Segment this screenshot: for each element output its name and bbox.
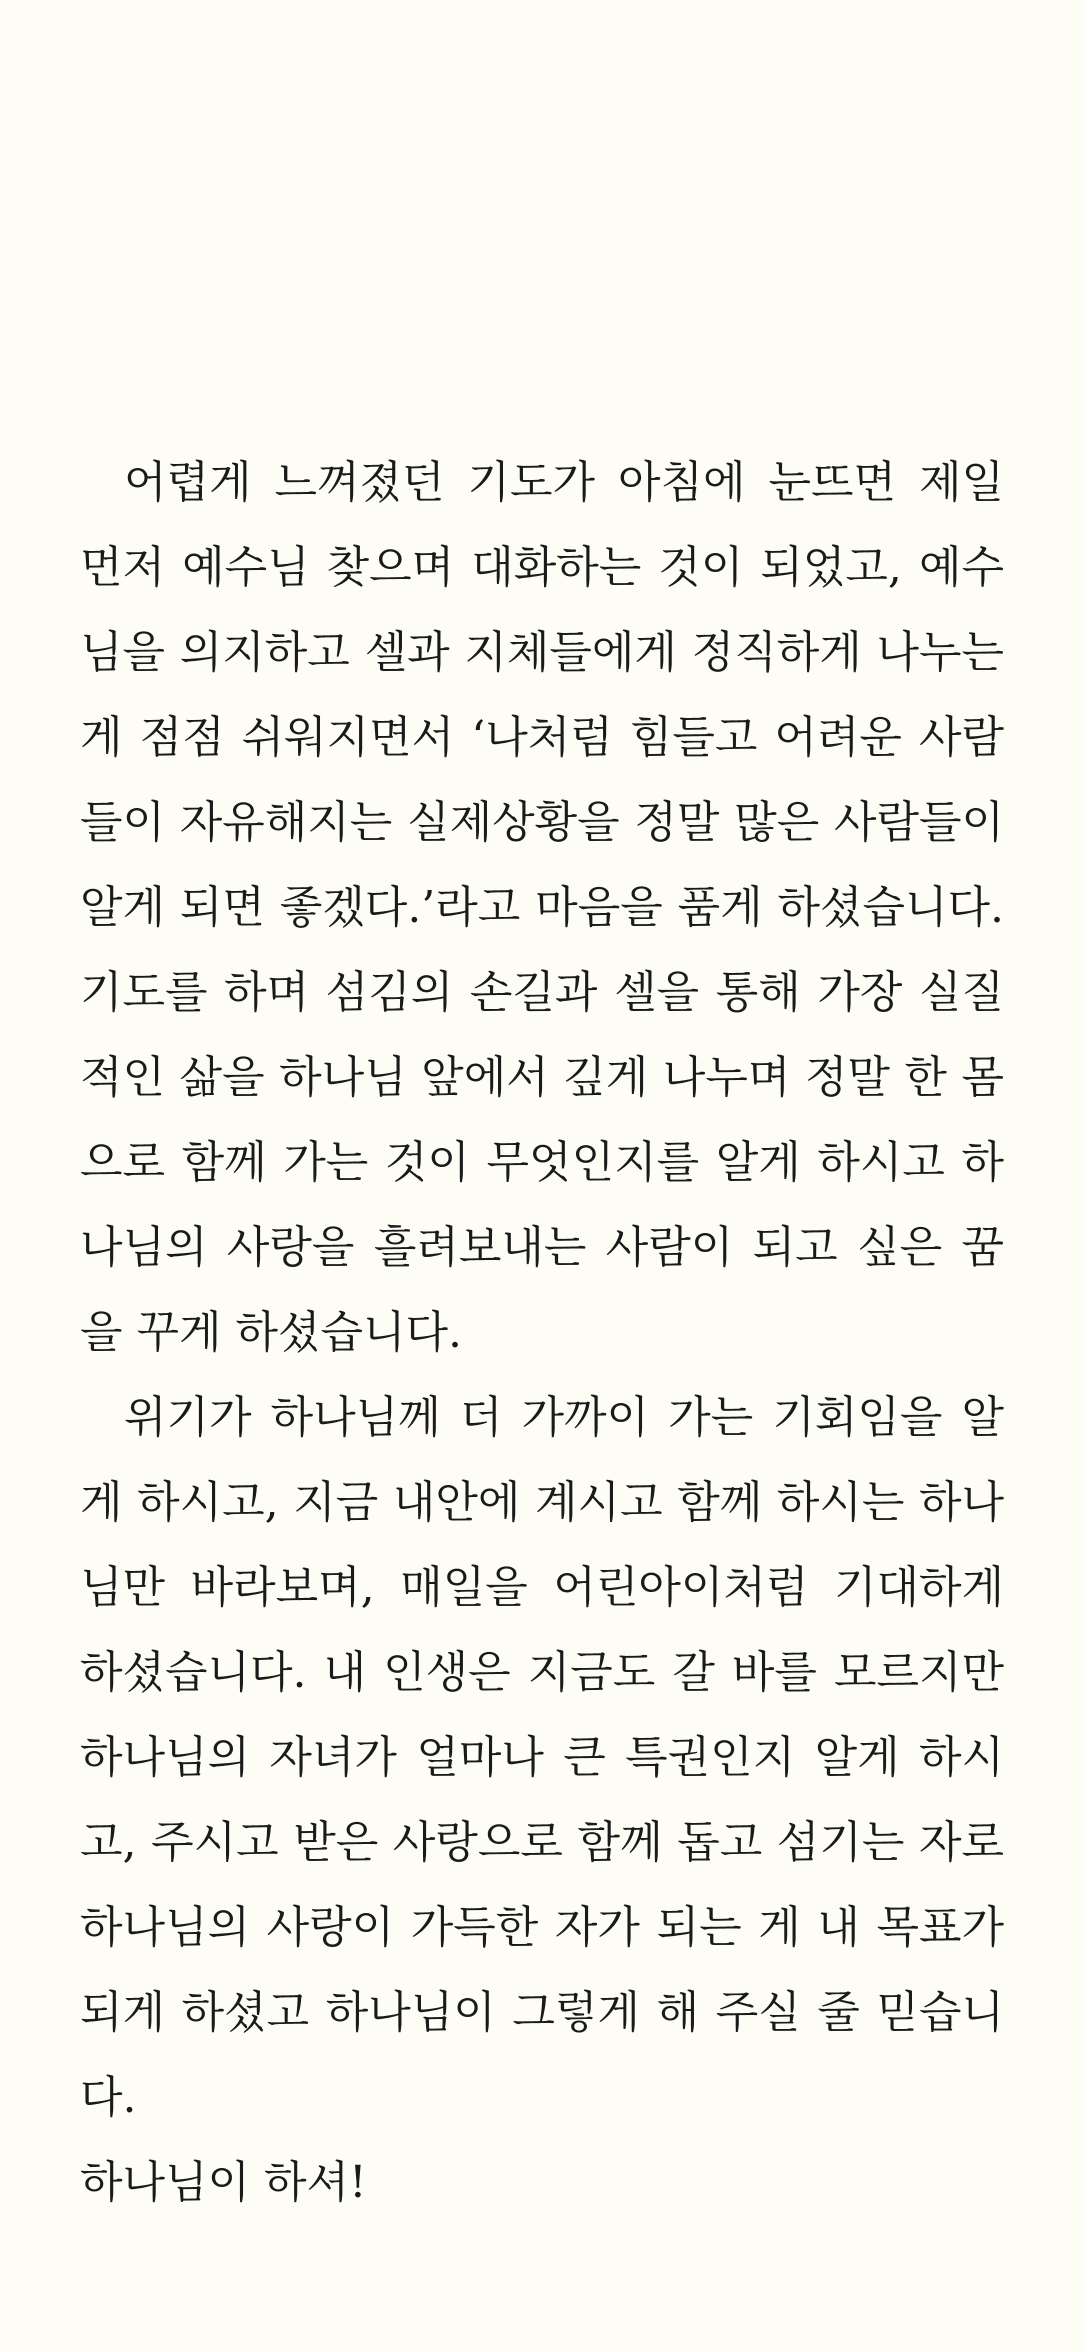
paragraph-3: 하나님이 하셔! [80,2157,367,2208]
paragraph-2: 위기가 하나님께 더 가까이 가는 기회임을 알게 하시고, 지금 내안에 계시고 함께 하시는 하나님만 바라보며, 매일을 어린아이처럼 기대하게 하셨습니다. 내 인생은 지금도 갈 바를 모르지만 하나님의 자녀가 얼마나 큰 특권인지 알게 하시고, 주시고 받은 사랑으로 함께 돕고 섬기는 자로 하나님의 사랑이 가득한 자가 되는 게 내 목표가 되게 하셨고 하나님이 그렇게 해 주실 줄 믿습니다. [80,1392,1004,2123]
paragraph-1: 어렵게 느껴졌던 기도가 아침에 눈뜨면 제일 먼저 예수님 찾으며 대화하는 것이 되었고, 예수님을 의지하고 셀과 지체들에게 정직하게 나누는 게 점점 쉬워지면서 ‘나처럼 힘들고 어려운 사람들이 자유해지는 실제상황을 정말 많은 사람들이 알게 되면 좋겠다.’라고 마음을 품게 하셨습니다. 기도를 하며 섬김의 손길과 셀을 통해 가장 실질적인 삶을 하나님 앞에서 깊게 나누며 정말 한 몸으로 함께 가는 것이 무엇인지를 알게 하시고 하나님의 사랑을 흘려보내는 사람이 되고 싶은 꿈을 꾸게 하셨습니다. [80,457,1004,1358]
body-text [80,440,1004,2225]
